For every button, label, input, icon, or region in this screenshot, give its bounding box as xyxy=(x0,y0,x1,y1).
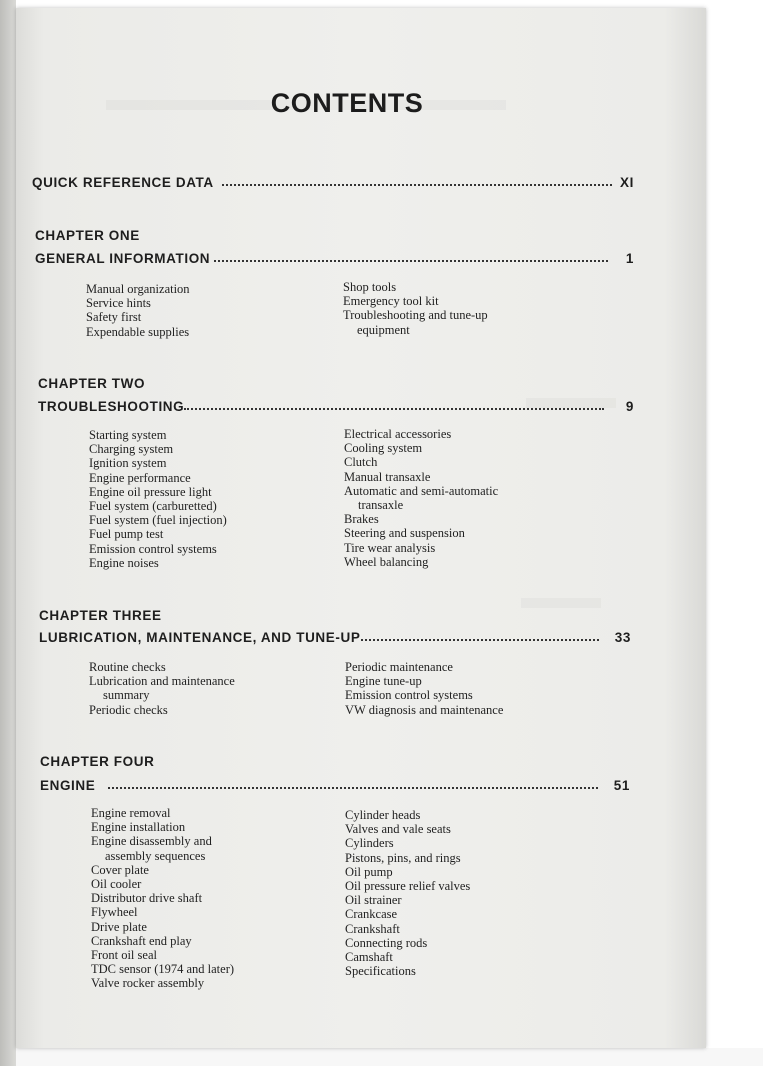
section-item: Front oil seal xyxy=(91,948,157,963)
section-item: Electrical accessories xyxy=(344,427,452,441)
section-item: Emission control systems xyxy=(89,541,217,556)
section-item: Pistons, pins, and rings xyxy=(345,850,461,865)
section-item: Specifications xyxy=(345,964,416,979)
toc-entry-label: LUBRICATION, MAINTENANCE, AND TUNE-UP xyxy=(39,630,361,645)
section-item: Oil pressure relief valves xyxy=(345,879,471,894)
section-item: Crankshaft end play xyxy=(91,933,192,948)
book-page-edge xyxy=(0,0,16,1066)
section-item: Routine checks xyxy=(89,660,166,674)
dot-leader xyxy=(184,408,604,410)
section-item: Expendable supplies xyxy=(86,324,190,339)
section-item: Cover plate xyxy=(91,862,149,877)
section-item: equipment xyxy=(357,322,410,337)
section-item: assembly sequences xyxy=(105,848,206,863)
section-item: Clutch xyxy=(344,455,378,470)
section-list-right xyxy=(344,427,604,569)
toc-entry-chapter-one[interactable] xyxy=(16,251,706,271)
dot-leader xyxy=(214,260,608,262)
chapter-heading: CHAPTER TWO xyxy=(38,376,146,391)
section-item: Engine installation xyxy=(91,820,186,835)
section-item: summary xyxy=(103,688,150,703)
chapter-heading: CHAPTER FOUR xyxy=(40,754,155,769)
section-item: Ignition system xyxy=(89,456,167,471)
page-title: CONTENTS xyxy=(270,88,424,118)
section-item: Wheel balancing xyxy=(344,554,429,569)
dot-leader xyxy=(108,787,598,789)
toc-entry-chapter-two[interactable] xyxy=(16,399,706,419)
section-item: Fuel system (fuel injection) xyxy=(89,513,227,528)
toc-page-number: 9 xyxy=(625,399,634,414)
contents-page xyxy=(16,8,706,1048)
section-list-left xyxy=(89,660,349,717)
section-item: Flywheel xyxy=(91,905,138,920)
section-item: Oil pump xyxy=(345,864,393,879)
section-item: transaxle xyxy=(358,498,404,513)
section-item: Safety first xyxy=(86,310,142,325)
section-item: Automatic and semi-automatic xyxy=(344,483,499,498)
section-item: Engine disassembly and xyxy=(91,834,212,849)
section-item: Valve rocker assembly xyxy=(91,976,205,991)
section-item: Cooling system xyxy=(344,441,423,456)
section-item: Engine oil pressure light xyxy=(89,484,212,499)
section-item: VW diagnosis and maintenance xyxy=(345,702,504,717)
section-item: Connecting rods xyxy=(345,935,428,950)
section-item: Oil cooler xyxy=(91,877,142,892)
section-item: Brakes xyxy=(344,512,379,527)
section-item: Manual organization xyxy=(86,282,190,296)
section-item: Crankcase xyxy=(345,907,398,922)
dot-leader xyxy=(222,184,612,186)
section-item: Emission control systems xyxy=(345,688,473,703)
section-list-left xyxy=(89,428,349,570)
section-list-left xyxy=(91,806,351,991)
section-item: Fuel pump test xyxy=(89,527,164,542)
section-item: Manual transaxle xyxy=(344,469,431,484)
section-item: Emergency tool kit xyxy=(343,294,439,309)
section-item: Charging system xyxy=(89,442,174,457)
toc-page-number: XI xyxy=(620,175,634,190)
section-list-right xyxy=(345,808,605,978)
toc-entry-label: ENGINE xyxy=(40,778,96,793)
toc-page-number: 33 xyxy=(614,630,631,645)
section-item: Troubleshooting and tune-up xyxy=(343,308,488,323)
toc-page-number: 51 xyxy=(613,778,630,793)
section-item: Starting system xyxy=(89,428,167,442)
section-list-right xyxy=(345,660,605,717)
section-item: TDC sensor (1974 and later) xyxy=(91,962,235,977)
section-item: Engine performance xyxy=(89,470,191,485)
section-item: Steering and suspension xyxy=(344,526,465,541)
section-item: Engine tune-up xyxy=(345,674,422,689)
section-item: Periodic checks xyxy=(89,702,168,717)
section-item: Shop tools xyxy=(343,280,397,294)
section-item: Drive plate xyxy=(91,919,147,934)
toc-entry-label: QUICK REFERENCE DATA xyxy=(32,175,214,190)
section-item: Engine removal xyxy=(91,806,171,820)
dot-leader xyxy=(361,639,599,641)
section-item: Crankshaft xyxy=(345,921,400,936)
section-item: Fuel system (carburetted) xyxy=(89,499,217,514)
section-item: Distributor drive shaft xyxy=(91,891,203,906)
toc-entry-chapter-three[interactable] xyxy=(16,630,706,650)
section-list-right xyxy=(343,280,603,337)
toc-entry-label: GENERAL INFORMATION xyxy=(35,251,211,266)
toc-entry-label: TROUBLESHOOTING xyxy=(38,399,185,414)
section-item: Camshaft xyxy=(345,950,393,965)
section-item: Engine noises xyxy=(89,555,159,570)
section-item: Lubrication and maintenance xyxy=(89,674,235,689)
page-bottom-margin xyxy=(16,1048,763,1066)
toc-entry-quick-reference[interactable] xyxy=(16,175,706,195)
section-item: Cylinders xyxy=(345,836,394,851)
section-list-left xyxy=(86,282,346,339)
section-item: Cylinder heads xyxy=(345,808,421,822)
section-item: Tire wear analysis xyxy=(344,540,436,555)
section-item: Service hints xyxy=(86,296,151,311)
show-through-mark xyxy=(521,598,601,608)
section-item: Valves and vale seats xyxy=(345,822,451,837)
section-item: Oil strainer xyxy=(345,893,402,908)
toc-page-number: 1 xyxy=(625,251,634,266)
chapter-heading: CHAPTER THREE xyxy=(39,608,162,623)
chapter-heading: CHAPTER ONE xyxy=(35,228,140,243)
toc-entry-chapter-four[interactable] xyxy=(16,778,706,798)
section-item: Periodic maintenance xyxy=(345,660,453,674)
